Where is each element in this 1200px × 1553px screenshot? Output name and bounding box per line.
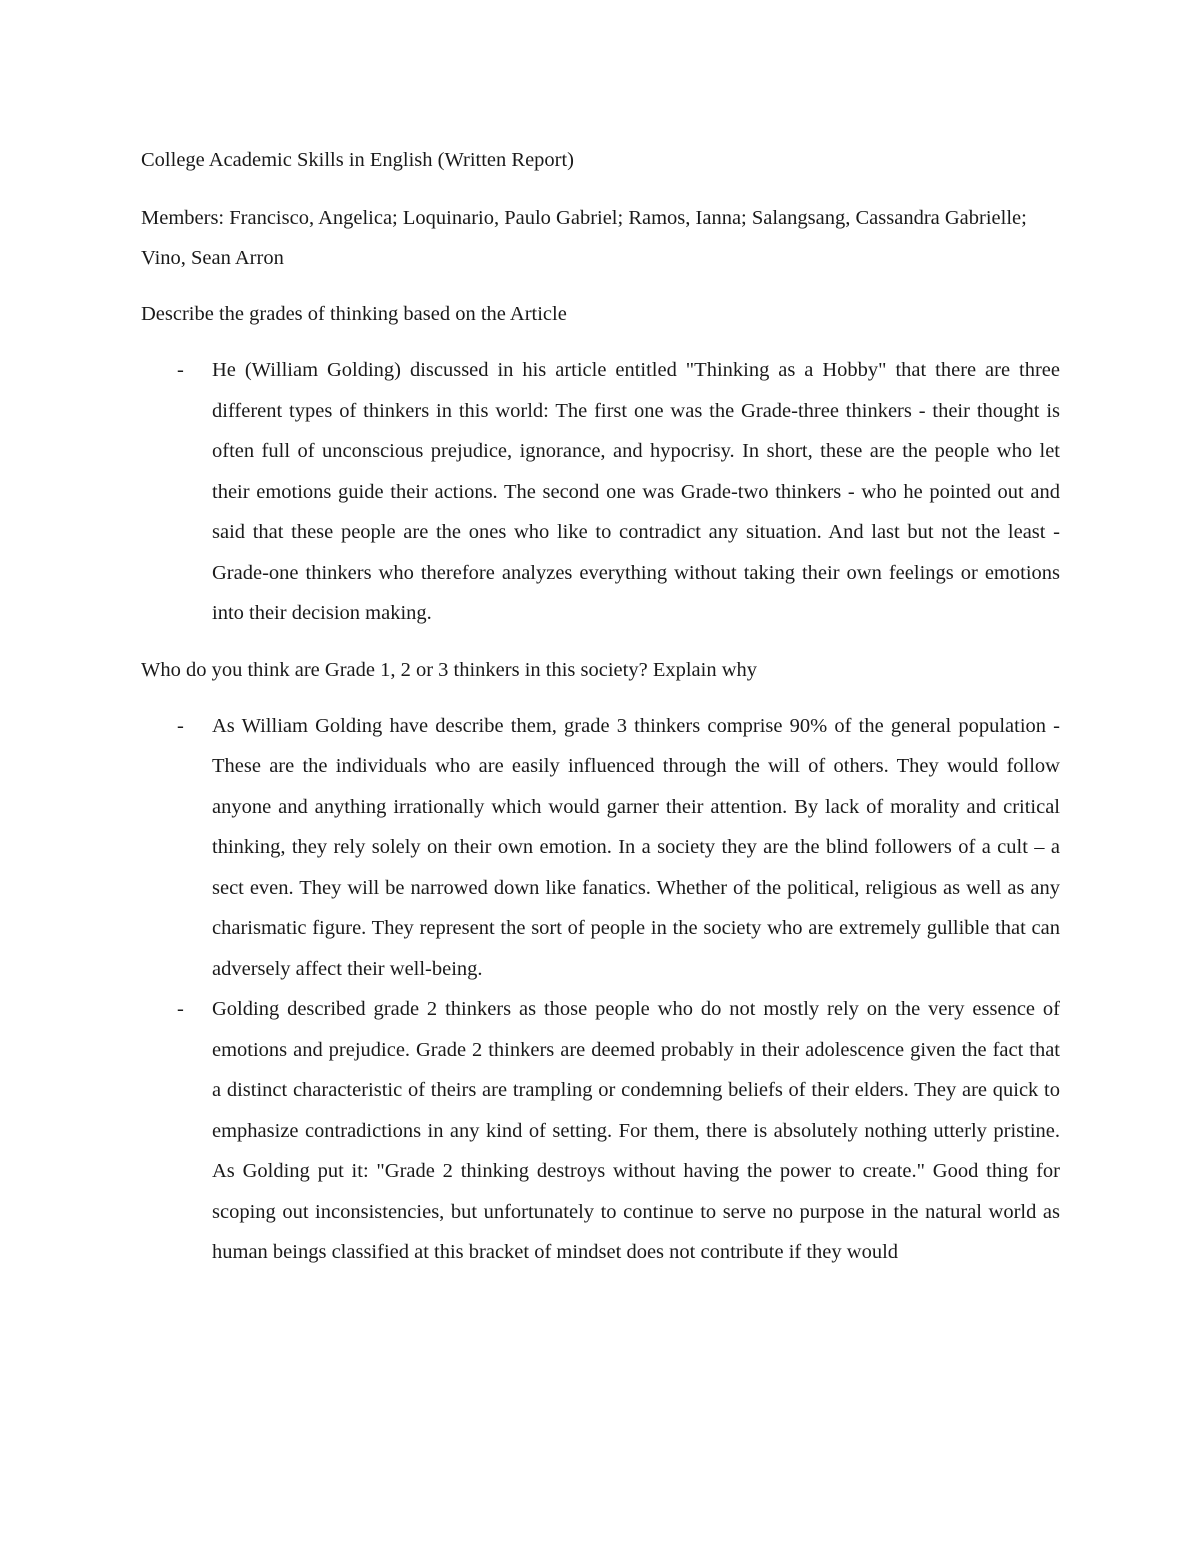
answer-text: Golding described grade 2 thinkers as those people who do not mostly rely on the very essence of emotions and prejudice. Grade 2 thinkers are deemed probably in their adolescence given the fact that a distinct characteristic of theirs are trampling or condemning beliefs of their elders. They are quick to emphasize contradictions in any kind of setting. For them, there is absolutely nothing utterly pristine. As Golding put it: "Grade 2 thinking destroys without having the power to create." Good thing for scoping out inconsistencies, but unfortunately to continue to serve no purpose in the natural world as human beings classified at this bracket of mindset does not contribute if they would xyxy=(212,998,1060,1263)
document-title: College Academic Skills in English (Written Report) xyxy=(141,149,575,171)
answer-list-1 xyxy=(141,350,1060,634)
dash-bullet: - xyxy=(177,998,184,1020)
answer-list-2 xyxy=(141,706,1060,1273)
list-item xyxy=(141,350,1060,634)
list-item xyxy=(141,989,1060,1273)
answer-text: As William Golding have describe them, grade 3 thinkers comprise 90% of the general population - These are the individuals who are easily influenced through the will of others. They would follow anyone and anything irrationally which would garner their attention. By lack of morality and critical thinking, they rely solely on their own emotion. In a society they are the blind followers of a cult – a sect even. They will be narrowed down like fanatics. Whether of the political, religious as well as any charismatic figure. They represent the sort of people in the society who are extremely gullible that can adversely affect their well-being. xyxy=(212,714,1060,980)
question-2: Who do you think are Grade 1, 2 or 3 thinkers in this society? Explain why xyxy=(141,658,758,681)
dash-bullet: - xyxy=(177,714,184,737)
list-item xyxy=(141,706,1060,990)
question-1: Describe the grades of thinking based on the Article xyxy=(141,303,567,325)
answer-text: He (William Golding) discussed in his article entitled "Thinking as a Hobby" that there are three different types of thinkers in this world: The first one was the Grade-three thinkers - their thought is often full of unconscious prejudice, ignorance, and hypocrisy. In short, these are the people who let their emotions guide their actions. The second one was Grade-two thinkers - who he pointed out and said that these people are the ones who like to contradict any situation. And last but not the least - Grade-one thinkers who therefore analyzes everything without taking their own feelings or emotions into their decision making. xyxy=(212,359,1060,624)
members-line: Members: Francisco, Angelica; Loquinario, Paulo Gabriel; Ramos, Ianna; Salangsang, Cassandra Gabrielle; Vino, Sean Arron xyxy=(141,207,1027,269)
dash-bullet: - xyxy=(177,359,184,381)
document-page xyxy=(141,140,1060,1273)
